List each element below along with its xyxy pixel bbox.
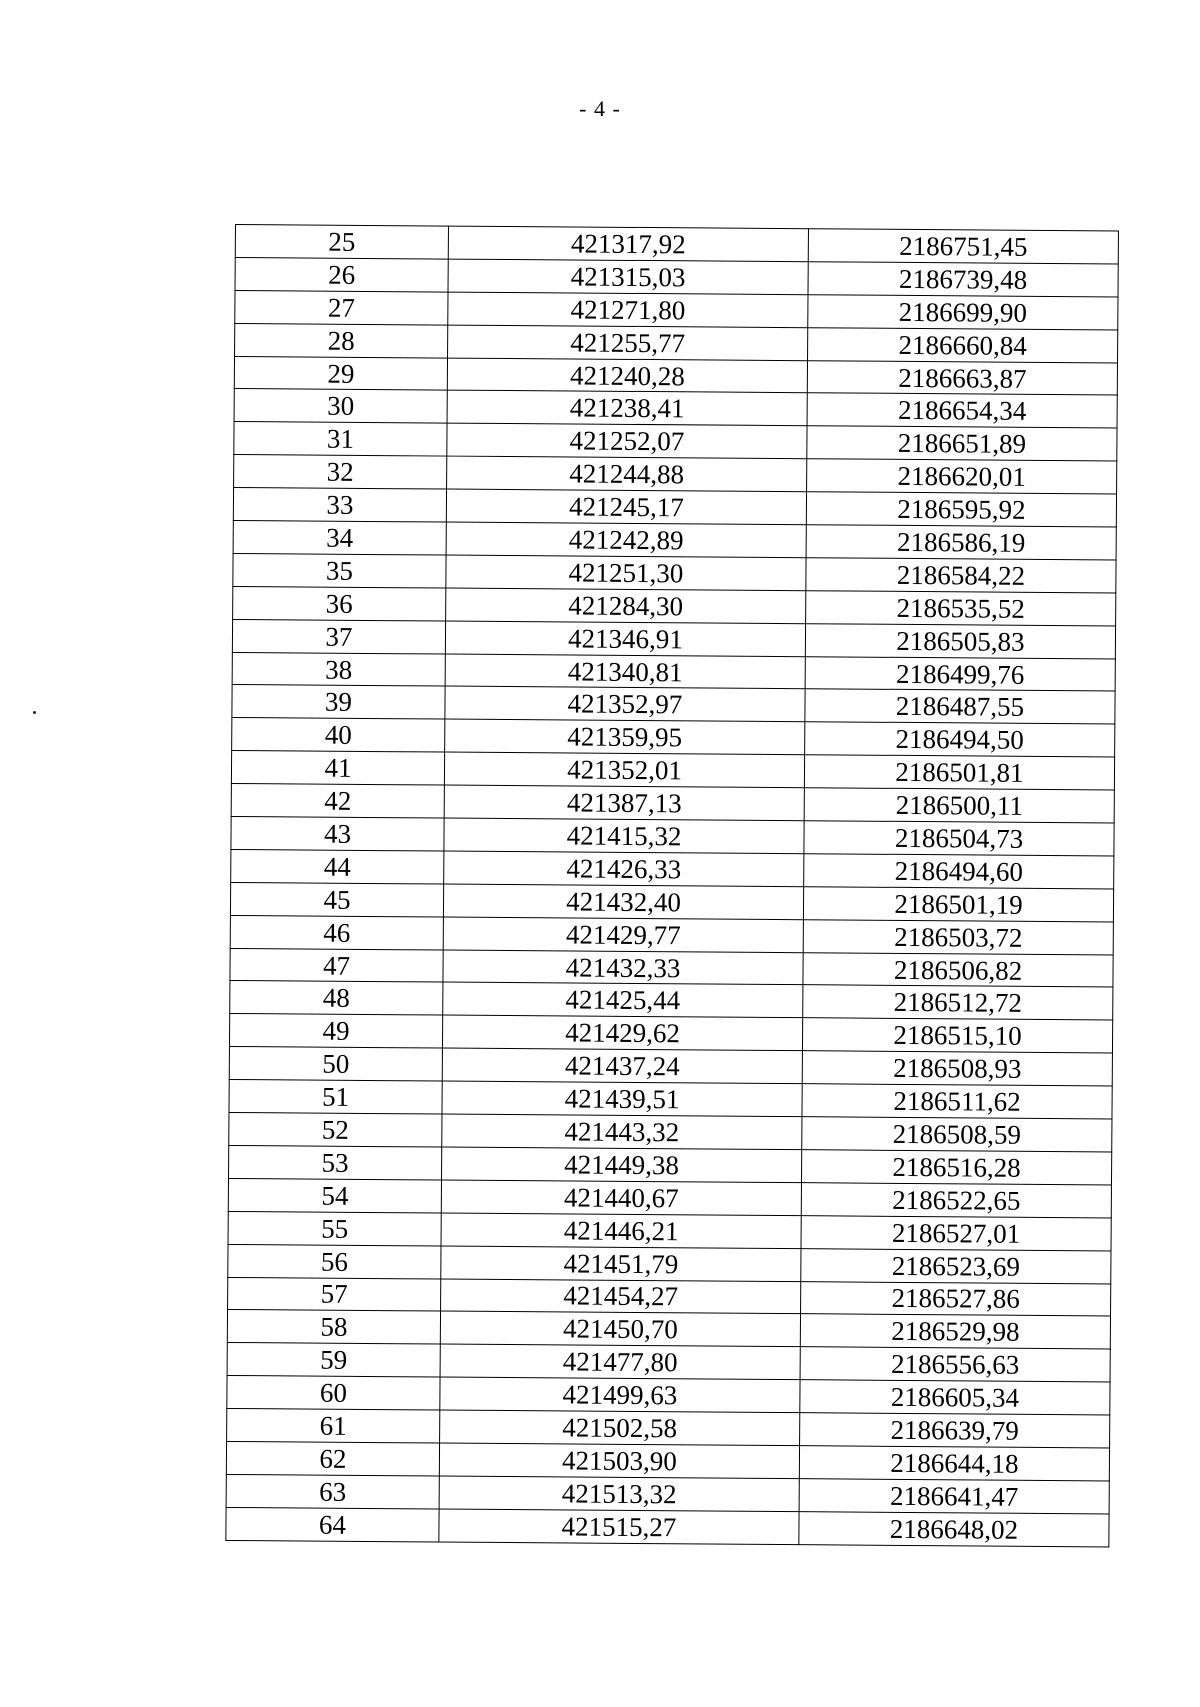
- point-number-cell: 34: [233, 521, 446, 555]
- y-coordinate-cell: 2186501,19: [803, 886, 1113, 921]
- point-number-cell: 54: [228, 1178, 441, 1212]
- y-coordinate-cell: 2186494,50: [805, 722, 1115, 757]
- point-number-cell: 47: [230, 948, 443, 982]
- y-coordinate-cell: 2186620,01: [807, 459, 1117, 494]
- y-coordinate-cell: 2186556,63: [800, 1347, 1110, 1382]
- x-coordinate-cell: 421315,03: [448, 259, 808, 295]
- point-number-cell: 58: [227, 1310, 440, 1344]
- x-coordinate-cell: 421352,01: [444, 752, 804, 788]
- point-number-cell: 33: [233, 488, 446, 522]
- x-coordinate-cell: 421284,30: [446, 588, 806, 624]
- page-number: - 4 -: [579, 96, 621, 121]
- point-number-cell: 32: [234, 455, 447, 489]
- x-coordinate-cell: 421242,89: [446, 522, 806, 558]
- point-number-cell: 50: [229, 1047, 442, 1081]
- y-coordinate-cell: 2186522,65: [801, 1183, 1111, 1218]
- x-coordinate-cell: 421429,62: [442, 1015, 802, 1051]
- y-coordinate-cell: 2186505,83: [805, 623, 1115, 658]
- x-coordinate-cell: 421499,63: [440, 1377, 800, 1413]
- point-number-cell: 26: [235, 257, 448, 291]
- y-coordinate-cell: 2186527,01: [801, 1215, 1111, 1250]
- x-coordinate-cell: 421451,79: [441, 1246, 801, 1282]
- coordinates-table-body: [226, 225, 1119, 1547]
- x-coordinate-cell: 421443,32: [442, 1114, 802, 1150]
- y-coordinate-cell: 2186511,62: [802, 1084, 1112, 1119]
- y-coordinate-cell: 2186663,87: [807, 360, 1117, 395]
- y-coordinate-cell: 2186503,72: [803, 919, 1113, 954]
- y-coordinate-cell: 2186501,81: [804, 755, 1114, 790]
- y-coordinate-cell: 2186508,59: [802, 1117, 1112, 1152]
- y-coordinate-cell: 2186644,18: [799, 1446, 1109, 1481]
- point-number-cell: 36: [233, 586, 446, 620]
- x-coordinate-cell: 421415,32: [444, 818, 804, 854]
- y-coordinate-cell: 2186535,52: [806, 590, 1116, 625]
- point-number-cell: 39: [232, 685, 445, 719]
- point-number-cell: 38: [232, 652, 445, 686]
- x-coordinate-cell: 421477,80: [440, 1344, 800, 1380]
- point-number-cell: 45: [230, 882, 443, 916]
- x-coordinate-cell: 421437,24: [442, 1048, 802, 1084]
- point-number-cell: 59: [227, 1343, 440, 1377]
- y-coordinate-cell: 2186751,45: [808, 229, 1118, 264]
- point-number-cell: 40: [232, 718, 445, 752]
- point-number-cell: 30: [234, 389, 447, 423]
- x-coordinate-cell: 421426,33: [444, 851, 804, 887]
- point-number-cell: 62: [226, 1441, 439, 1475]
- point-number-cell: 53: [229, 1145, 442, 1179]
- point-number-cell: 41: [231, 751, 444, 785]
- x-coordinate-cell: 421340,81: [445, 654, 805, 690]
- x-coordinate-cell: 421238,41: [447, 391, 807, 427]
- point-number-cell: 48: [230, 981, 443, 1015]
- x-coordinate-cell: 421346,91: [445, 621, 805, 657]
- point-number-cell: 37: [232, 619, 445, 653]
- point-number-cell: 51: [229, 1080, 442, 1114]
- x-coordinate-cell: 421387,13: [444, 785, 804, 821]
- scan-speck: [33, 711, 36, 714]
- x-coordinate-cell: 421425,44: [443, 983, 803, 1019]
- point-number-cell: 28: [235, 323, 448, 357]
- x-coordinate-cell: 421449,38: [441, 1147, 801, 1183]
- x-coordinate-cell: 421244,88: [447, 456, 807, 492]
- point-number-cell: 57: [228, 1277, 441, 1311]
- y-coordinate-cell: 2186654,34: [807, 393, 1117, 428]
- y-coordinate-cell: 2186499,76: [805, 656, 1115, 691]
- y-coordinate-cell: 2186487,55: [805, 689, 1115, 724]
- x-coordinate-cell: 421515,27: [439, 1509, 799, 1545]
- point-number-cell: 42: [231, 784, 444, 818]
- y-coordinate-cell: 2186512,72: [803, 985, 1113, 1020]
- y-coordinate-cell: 2186516,28: [801, 1150, 1111, 1185]
- point-number-cell: 29: [234, 356, 447, 390]
- x-coordinate-cell: 421251,30: [446, 555, 806, 591]
- point-number-cell: 46: [230, 915, 443, 949]
- y-coordinate-cell: 2186527,86: [801, 1281, 1111, 1316]
- y-coordinate-cell: 2186508,93: [802, 1051, 1112, 1086]
- point-number-cell: 43: [231, 817, 444, 851]
- x-coordinate-cell: 421245,17: [446, 489, 806, 525]
- point-number-cell: 60: [227, 1376, 440, 1410]
- y-coordinate-cell: 2186595,92: [806, 492, 1116, 527]
- x-coordinate-cell: 421502,58: [440, 1410, 800, 1446]
- y-coordinate-cell: 2186641,47: [799, 1479, 1109, 1514]
- y-coordinate-cell: 2186506,82: [803, 952, 1113, 987]
- y-coordinate-cell: 2186586,19: [806, 525, 1116, 560]
- y-coordinate-cell: 2186605,34: [800, 1380, 1110, 1415]
- y-coordinate-cell: 2186523,69: [801, 1248, 1111, 1283]
- x-coordinate-cell: 421432,40: [443, 884, 803, 920]
- x-coordinate-cell: 421317,92: [448, 226, 808, 262]
- x-coordinate-cell: 421271,80: [448, 292, 808, 328]
- y-coordinate-cell: 2186584,22: [806, 558, 1116, 593]
- y-coordinate-cell: 2186515,10: [802, 1018, 1112, 1053]
- point-number-cell: 27: [235, 290, 448, 324]
- point-number-cell: 25: [235, 225, 448, 259]
- y-coordinate-cell: 2186648,02: [799, 1511, 1109, 1546]
- y-coordinate-cell: 2186529,98: [800, 1314, 1110, 1349]
- x-coordinate-cell: 421439,51: [442, 1081, 802, 1117]
- y-coordinate-cell: 2186699,90: [808, 294, 1118, 329]
- point-number-cell: 55: [228, 1211, 441, 1245]
- point-number-cell: 63: [226, 1474, 439, 1508]
- point-number-cell: 64: [226, 1507, 439, 1541]
- y-coordinate-cell: 2186639,79: [800, 1413, 1110, 1448]
- x-coordinate-cell: 421252,07: [447, 423, 807, 459]
- point-number-cell: 44: [231, 849, 444, 883]
- x-coordinate-cell: 421440,67: [441, 1180, 801, 1216]
- x-coordinate-cell: 421432,33: [443, 950, 803, 986]
- point-number-cell: 56: [228, 1244, 441, 1278]
- x-coordinate-cell: 421503,90: [439, 1443, 799, 1479]
- point-number-cell: 31: [234, 422, 447, 456]
- x-coordinate-cell: 421429,77: [443, 917, 803, 953]
- point-number-cell: 49: [229, 1014, 442, 1048]
- x-coordinate-cell: 421352,97: [445, 687, 805, 723]
- point-number-cell: 61: [227, 1409, 440, 1443]
- y-coordinate-cell: 2186660,84: [808, 327, 1118, 362]
- x-coordinate-cell: 421454,27: [441, 1279, 801, 1315]
- point-number-cell: 35: [233, 553, 446, 587]
- coordinates-table: [225, 224, 1119, 1547]
- y-coordinate-cell: 2186739,48: [808, 262, 1118, 297]
- y-coordinate-cell: 2186494,60: [804, 854, 1114, 889]
- point-number-cell: 52: [229, 1113, 442, 1147]
- x-coordinate-cell: 421255,77: [448, 325, 808, 361]
- y-coordinate-cell: 2186500,11: [804, 788, 1114, 823]
- x-coordinate-cell: 421446,21: [441, 1213, 801, 1249]
- x-coordinate-cell: 421240,28: [447, 358, 807, 394]
- y-coordinate-cell: 2186504,73: [804, 821, 1114, 856]
- y-coordinate-cell: 2186651,89: [807, 426, 1117, 461]
- x-coordinate-cell: 421450,70: [440, 1311, 800, 1347]
- x-coordinate-cell: 421359,95: [445, 719, 805, 755]
- x-coordinate-cell: 421513,32: [439, 1476, 799, 1512]
- table-row: [226, 1507, 1109, 1546]
